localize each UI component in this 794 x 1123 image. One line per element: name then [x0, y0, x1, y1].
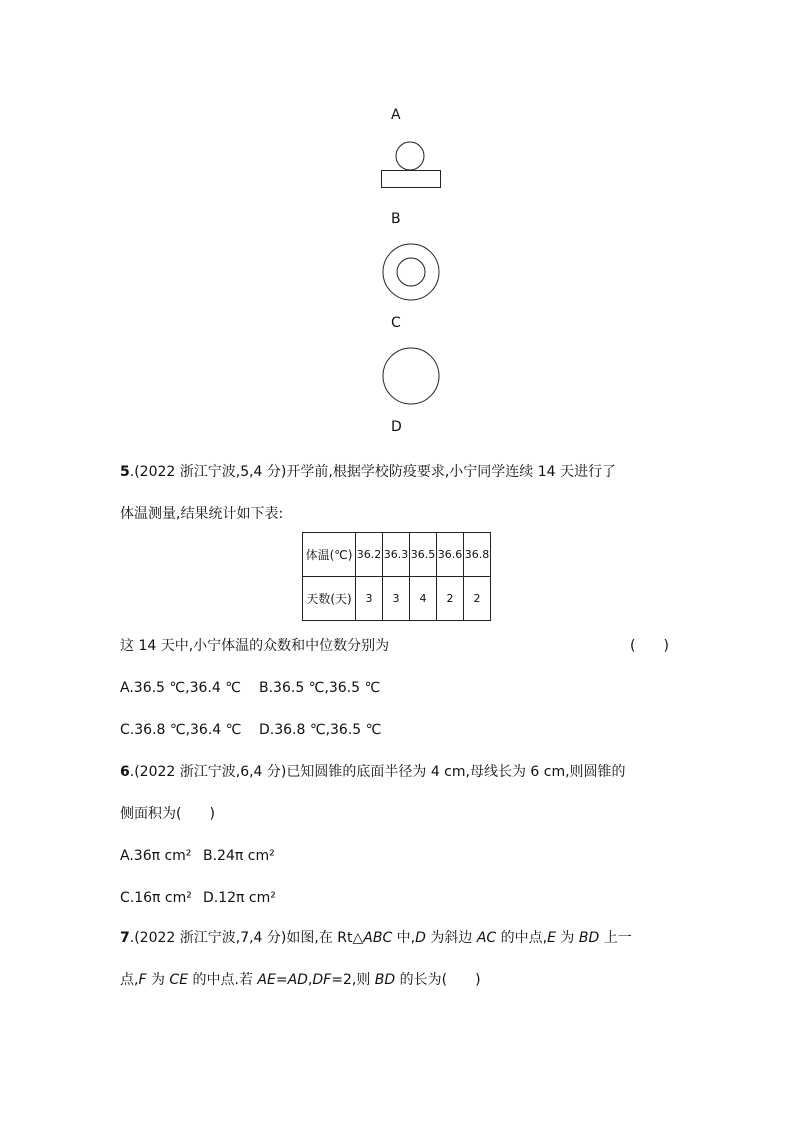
q7-var: BD: [374, 972, 396, 988]
q5-option-a: A.36.5 ℃,36.4 ℃: [120, 680, 241, 696]
q7-line1: [120, 928, 632, 948]
table-row: [303, 533, 491, 577]
table-cell: 36.5: [410, 533, 437, 577]
q7-var: AD: [287, 972, 308, 988]
q7-var: ABC: [363, 930, 393, 946]
q5-option-c: C.36.8 ℃,36.4 ℃: [120, 722, 242, 738]
table-cell: 36.2: [356, 533, 383, 577]
table-cell: 2: [464, 577, 491, 621]
q7-text: .(2022 浙江宁波,7,4 分)如图,在 Rt△: [129, 930, 364, 946]
q6-line2: 侧面积为( ): [120, 806, 215, 822]
q5-answer-paren: ( ): [630, 638, 669, 654]
q6-line1: [120, 762, 626, 782]
q6-number: 6: [120, 764, 130, 780]
table-cell: 4: [410, 577, 437, 621]
figure-label-b: B: [391, 211, 401, 227]
q7-line2: [120, 970, 481, 990]
q6-option-c: C.16π cm²: [120, 890, 192, 906]
q7-var: F: [138, 972, 147, 988]
table-header-temp: 体温(℃): [303, 533, 356, 577]
q5-option-b: B.36.5 ℃,36.5 ℃: [259, 680, 381, 696]
figure-label-c: C: [391, 315, 401, 331]
q7-text: =: [275, 972, 288, 988]
q7-var: DF: [312, 972, 332, 988]
table-cell: 36.3: [383, 533, 410, 577]
figure-label-a: A: [391, 107, 401, 123]
table-cell: 36.8: [464, 533, 491, 577]
table-cell: 3: [356, 577, 383, 621]
q7-text: 为: [146, 972, 170, 988]
temperature-table: [302, 532, 491, 621]
table-cell: 2: [437, 577, 464, 621]
table-cell: 3: [383, 577, 410, 621]
figure-c-circle: [380, 345, 442, 407]
q7-text: 为: [555, 930, 579, 946]
figure-a-sphere-on-block: [378, 138, 444, 190]
q7-text: 的长为( ): [395, 972, 481, 988]
q6-option-b: B.24π cm²: [203, 848, 275, 864]
table-cell: 36.6: [437, 533, 464, 577]
q5-line2: 体温测量,结果统计如下表:: [120, 506, 284, 522]
q5-text-1: .(2022 浙江宁波,5,4 分)开学前,根据学校防疫要求,小宁同学连续 14 天进行了: [129, 464, 616, 480]
q5-line1: [120, 462, 616, 482]
q7-text: ,: [307, 972, 313, 988]
q7-var: CE: [169, 972, 189, 988]
q7-text: 的中点.若: [188, 972, 258, 988]
figure-label-d: D: [391, 419, 402, 435]
q7-var: E: [547, 930, 556, 946]
figure-b-concentric-circles: [380, 242, 442, 304]
q5-question: 这 14 天中,小宁体温的众数和中位数分别为: [120, 638, 390, 654]
q7-text: 上一: [599, 930, 632, 946]
q7-var: D: [415, 930, 426, 946]
q5-number: 5: [120, 464, 130, 480]
q7-text: 点,: [120, 972, 139, 988]
q7-var: AC: [476, 930, 497, 946]
table-row: [303, 577, 491, 621]
q7-text: 中,: [392, 930, 416, 946]
q7-text: 为斜边: [425, 930, 477, 946]
q7-number: 7: [120, 930, 130, 946]
q7-text: 的中点,: [496, 930, 548, 946]
q6-option-d: D.12π cm²: [203, 890, 276, 906]
q6-text-1: .(2022 浙江宁波,6,4 分)已知圆锥的底面半径为 4 cm,母线长为 6 cm,则圆锥的: [129, 764, 626, 780]
q6-option-a: A.36π cm²: [120, 848, 192, 864]
q7-text: =2,则: [331, 972, 375, 988]
table-header-days: 天数(天): [303, 577, 356, 621]
q7-var: AE: [257, 972, 276, 988]
q7-var: BD: [578, 930, 600, 946]
q5-option-d: D.36.8 ℃,36.5 ℃: [259, 722, 382, 738]
